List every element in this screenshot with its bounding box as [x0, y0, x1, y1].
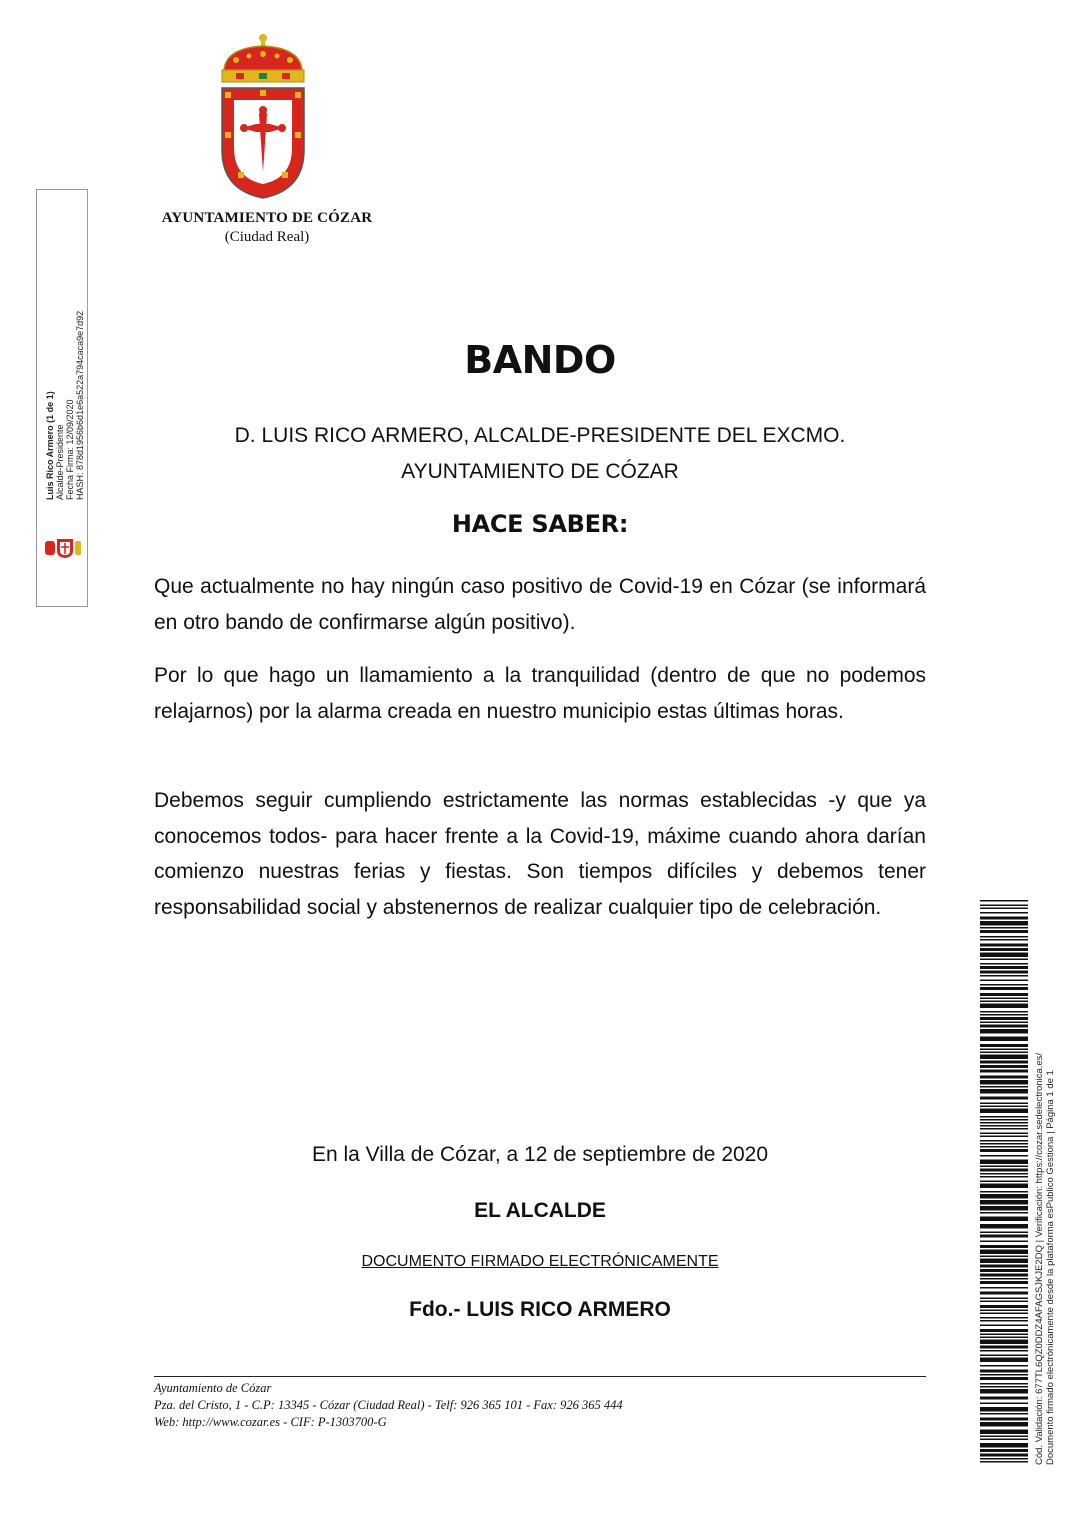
barcode-bar [980, 1418, 1028, 1421]
barcode-bar [980, 1049, 1028, 1051]
barcode-bar [980, 1061, 1028, 1064]
barcode-bar [980, 1128, 1028, 1130]
signer-role: EL ALCALDE [474, 1199, 606, 1222]
barcode-bar [980, 1449, 1028, 1452]
barcode-bar [980, 1004, 1028, 1009]
barcode-bar [980, 1320, 1028, 1322]
barcode-bar [980, 1122, 1028, 1124]
paragraph-3: Debemos seguir cumpliendo estrictamente las normas establecidas -y que ya conocemos todos- para hacer frente a la Covid-19, máxime cuando ahora darían comienzo nuestras ferias y fiestas. Son tiempos difíciles y debemos tener responsabilidad social y abstenernos de realizar cualquier tipo de celebración. [154, 789, 926, 919]
organization-region: (Ciudad Real) [224, 229, 310, 245]
barcode-bar [980, 1317, 1028, 1319]
barcode-bar [980, 1436, 1028, 1438]
barcode-bar [980, 1281, 1028, 1284]
barcode-bar [980, 1106, 1028, 1108]
barcode-bar [980, 917, 1028, 920]
barcode-bar [980, 1301, 1028, 1303]
barcode-bar [980, 1292, 1028, 1295]
barcode-bar [980, 1200, 1028, 1205]
barcode-bar [980, 1386, 1028, 1388]
barcode-bar [980, 927, 1028, 929]
barcode-bar [980, 1454, 1028, 1457]
barcode-bar [980, 1143, 1028, 1145]
barcode-bar [980, 1397, 1028, 1400]
barcode-bar [980, 912, 1028, 914]
place-date: En la Villa de Cózar, a 12 de septiembre de 2020 [311, 1143, 769, 1166]
barcode-bar [980, 948, 1028, 951]
verification-code: Cód. Validación: 677TL6QZ0DDZ4AFAGSJKJE2DQ | Verificación: https://cozar.sedelectronica.es/ [1034, 1052, 1045, 1465]
barcode-bar [980, 971, 1028, 974]
barcode-bar [980, 1140, 1028, 1142]
stamp-hash: HASH: 878d1956b6d1e6a522a794caca9e7d92 [75, 310, 85, 500]
barcode-bar [980, 963, 1028, 965]
barcode-bar [980, 1305, 1028, 1308]
barcode-bar [980, 1133, 1028, 1135]
paragraph-2: Por lo que hago un llamamiento a la tranquilidad (dentro de que no podemos relajarnos) por la alarma creada en nuestro municipio estas últimas horas. [154, 664, 926, 723]
barcode-bar [980, 1278, 1028, 1280]
barcode-bar [980, 1298, 1028, 1300]
stamp-signer: Luis Rico Armero (1 de 1) [45, 391, 55, 500]
barcode-bar [980, 1355, 1028, 1357]
barcode-bar [980, 1089, 1028, 1094]
barcode-bar [980, 1136, 1028, 1138]
barcode-bar [980, 953, 1028, 958]
barcode-bar [980, 1350, 1028, 1352]
barcode-bar [980, 1256, 1028, 1258]
barcode-bar [980, 1212, 1028, 1214]
barcode-bar [980, 1430, 1028, 1435]
barcode-bar [980, 1086, 1028, 1088]
footer-address: Pza. del Cristo, 1 - C.P: 13345 - Cózar (Ciudad Real) - Telf: 926 365 101 - Fax: 926 365 444 [154, 1398, 623, 1412]
barcode-bar [980, 1109, 1028, 1114]
barcode-bar [980, 1383, 1028, 1385]
barcode-bar [980, 1403, 1028, 1405]
footer-org: Ayuntamiento de Cózar [154, 1381, 272, 1395]
barcode-bar [980, 959, 1028, 961]
barcode-bar [980, 998, 1028, 1000]
barcode-bar [980, 1119, 1028, 1121]
barcode-bar [980, 1191, 1028, 1193]
barcode-bar [980, 1461, 1028, 1463]
barcode-bar [980, 1325, 1028, 1327]
barcode-bar [980, 1340, 1028, 1345]
barcode-bar [980, 1232, 1028, 1234]
barcode-bar [980, 1149, 1028, 1152]
barcode-bar [980, 1269, 1028, 1272]
organization-header [150, 210, 384, 246]
verification-platform: Documento firmado electrónicamente desde la plataforma esPublico Gestiona | Página 1 de 1 [1045, 1070, 1056, 1465]
barcode-bar [980, 1155, 1028, 1157]
barcode-bar [980, 1224, 1028, 1229]
barcode-bar [980, 1076, 1028, 1079]
barcode-bar [980, 987, 1028, 990]
barcode-bar [980, 1055, 1028, 1060]
signed-by: Fdo.- LUIS RICO ARMERO [409, 1298, 671, 1321]
stamp-crest-icon [43, 537, 83, 559]
footer [154, 1380, 926, 1431]
barcode-bar [980, 1334, 1028, 1336]
barcode-bar [980, 1080, 1028, 1085]
barcode-bar [980, 1310, 1028, 1312]
barcode-bar [980, 921, 1028, 926]
barcode-bar [980, 1001, 1028, 1003]
barcode-bar [980, 1245, 1028, 1248]
barcode-bar [980, 1274, 1028, 1277]
barcode-bar [980, 1365, 1028, 1367]
barcode-bar [980, 1184, 1028, 1189]
barcode-bar [980, 1241, 1028, 1243]
barcode-bar [980, 1346, 1028, 1349]
barcode-bar [980, 1169, 1028, 1172]
barcode-bar [980, 939, 1028, 941]
barcode-bar [980, 905, 1028, 907]
barcode-bar [980, 1194, 1028, 1199]
barcode-bar [980, 1025, 1028, 1028]
barcode-bar [980, 1217, 1028, 1222]
barcode-bar [980, 1443, 1028, 1448]
barcode-bar [980, 1374, 1028, 1376]
barcode-bar [980, 1166, 1028, 1168]
barcode-bar [980, 944, 1028, 947]
electronic-signature-note: DOCUMENTO FIRMADO ELECTRÓNICAMENTE [361, 1253, 719, 1270]
barcode-bar [980, 1287, 1028, 1289]
barcode-bar [980, 1022, 1028, 1024]
barcode-bar [980, 1052, 1028, 1054]
footer-divider [154, 1376, 926, 1377]
barcode-bar [980, 1070, 1028, 1073]
barcode-bar [980, 1337, 1028, 1339]
barcode-bar [980, 1037, 1028, 1042]
barcode-bar [980, 980, 1028, 982]
barcode-bar [980, 1029, 1028, 1034]
document-heading: D. LUIS RICO ARMERO, ALCALDE-PRESIDENTE DEL EXCMO. AYUNTAMIENTO DE CÓZAR [234, 424, 846, 483]
barcode-bar [980, 1329, 1028, 1332]
barcode-bar [980, 1097, 1028, 1100]
barcode-bar [980, 1407, 1028, 1412]
coat-of-arms-icon [216, 32, 310, 200]
barcode-bar [980, 975, 1028, 977]
barcode-bar [980, 1259, 1028, 1264]
barcode-bar [980, 1173, 1028, 1175]
barcode-icon [980, 900, 1028, 1465]
barcode-bar [980, 1358, 1028, 1363]
barcode-bar [980, 1116, 1028, 1118]
barcode-bar [980, 1458, 1028, 1460]
stamp-role: Alcalde-Presidente [55, 424, 65, 500]
hace-saber-heading: HACE SABER: [451, 510, 629, 538]
barcode-bar [980, 1250, 1028, 1255]
barcode-bar [980, 1413, 1028, 1415]
barcode-bar [980, 993, 1028, 996]
barcode-bar [980, 966, 1028, 969]
barcode-bar [980, 1017, 1028, 1020]
barcode-bar [980, 1313, 1028, 1315]
stamp-date: Fecha Firma: 12/09/2020 [65, 399, 75, 500]
barcode-bar [980, 1439, 1028, 1441]
footer-web: Web: http://www.cozar.es - CIF: P-1303700-G [154, 1415, 387, 1429]
barcode-bar [980, 1265, 1028, 1268]
barcode-bar [980, 908, 1028, 910]
barcode-bar [980, 1160, 1028, 1165]
barcode-bar [980, 1103, 1028, 1105]
barcode-bar [980, 1235, 1028, 1238]
barcode-bar [980, 1377, 1028, 1380]
barcode-bar [980, 1125, 1028, 1127]
barcode-bar [980, 900, 1028, 902]
signature-stamp [36, 189, 88, 607]
barcode-bar [980, 1065, 1028, 1068]
barcode-bar [980, 1181, 1028, 1183]
verification-text [1034, 865, 1064, 1465]
barcode-bar [980, 984, 1028, 986]
barcode-bar [980, 1422, 1028, 1427]
barcode-bar [980, 930, 1028, 933]
barcode-bar [980, 1044, 1028, 1047]
barcode-bar [980, 936, 1028, 938]
barcode-bar [980, 1011, 1028, 1013]
document-title: BANDO [464, 338, 616, 382]
barcode-bar [980, 1146, 1028, 1148]
barcode-bar [980, 1370, 1028, 1373]
organization-name: AYUNTAMIENTO DE CÓZAR [161, 210, 373, 226]
barcode-bar [980, 1176, 1028, 1178]
barcode-bar [980, 1206, 1028, 1211]
barcode-bar [980, 1389, 1028, 1394]
paragraph-1: Que actualmente no hay ningún caso positivo de Covid-19 en Cózar (se informará en otro bando de confirmarse algún positivo). [154, 575, 926, 634]
barcode-bar [980, 1014, 1028, 1016]
